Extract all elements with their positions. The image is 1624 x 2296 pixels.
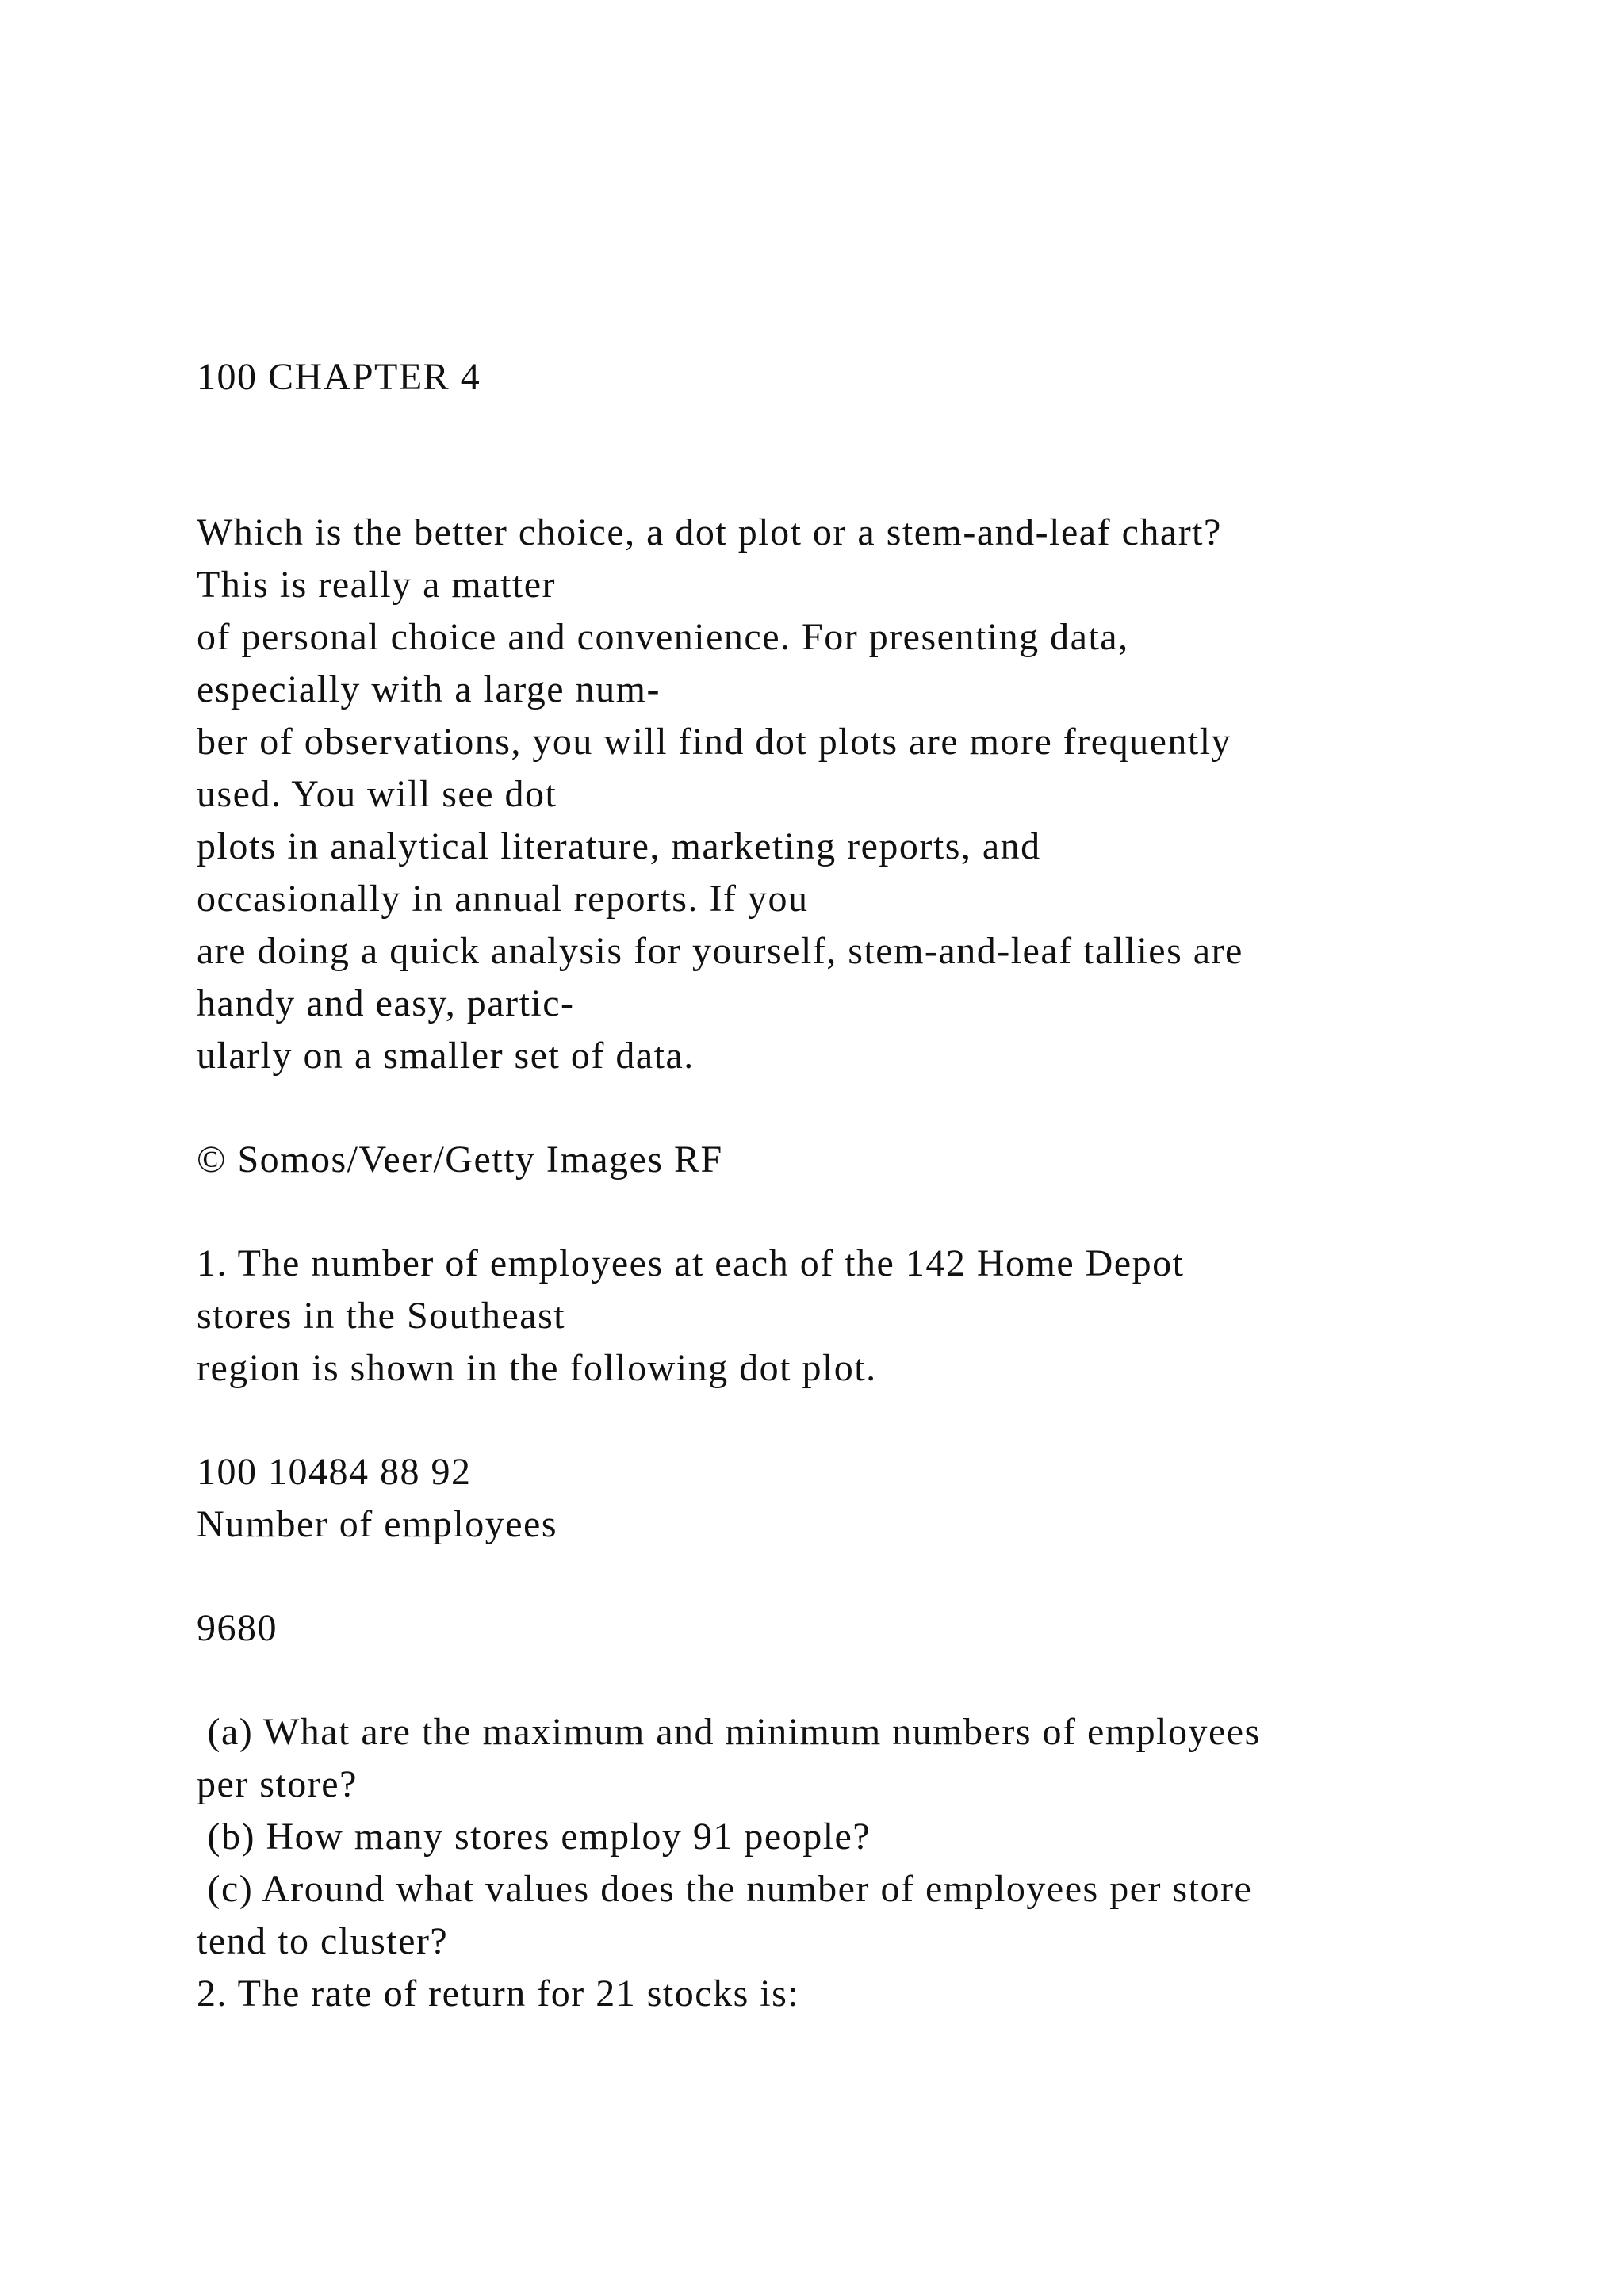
running-head: 100 CHAPTER 4 — [197, 356, 481, 398]
question-line: tend to cluster? — [197, 1920, 449, 1962]
intro-line: ber of observations, you will find dot plots are more frequently — [197, 721, 1232, 763]
question-line: (b) How many stores employ 91 people? — [197, 1816, 871, 1858]
dot-plot-axis-label: Number of employees — [197, 1503, 558, 1545]
intro-line: occasionally in annual reports. If you — [197, 878, 809, 920]
question-line: (c) Around what values does the number of employees per store — [197, 1868, 1253, 1910]
intro-line: of personal choice and convenience. For presenting data, — [197, 616, 1129, 658]
intro-line: especially with a large num- — [197, 668, 661, 710]
question-line: (a) What are the maximum and minimum numbers of employees — [197, 1711, 1261, 1753]
exercise-1-line: 1. The number of employees at each of the 142 Home Depot — [197, 1242, 1185, 1284]
dot-plot-axis-ticks-2: 9680 — [197, 1607, 278, 1649]
intro-line: ularly on a smaller set of data. — [197, 1035, 695, 1077]
intro-line: handy and easy, partic- — [197, 982, 575, 1024]
exercise-1-line: region is shown in the following dot plot. — [197, 1347, 877, 1389]
exercise-2-line: 2. The rate of return for 21 stocks is: — [197, 1973, 800, 2015]
intro-line: Which is the better choice, a dot plot or a stem-and-leaf chart? — [197, 511, 1222, 553]
dot-plot-axis-ticks: 100 10484 88 92 — [197, 1451, 472, 1493]
image-credit: © Somos/Veer/Getty Images RF — [197, 1138, 723, 1181]
question-line: per store? — [197, 1763, 358, 1805]
intro-line: plots in analytical literature, marketing reports, and — [197, 825, 1041, 867]
exercise-1-line: stores in the Southeast — [197, 1295, 566, 1337]
intro-line: used. You will see dot — [197, 773, 557, 815]
intro-line: are doing a quick analysis for yourself, stem-and-leaf tallies are — [197, 930, 1243, 972]
intro-line: This is really a matter — [197, 564, 557, 606]
